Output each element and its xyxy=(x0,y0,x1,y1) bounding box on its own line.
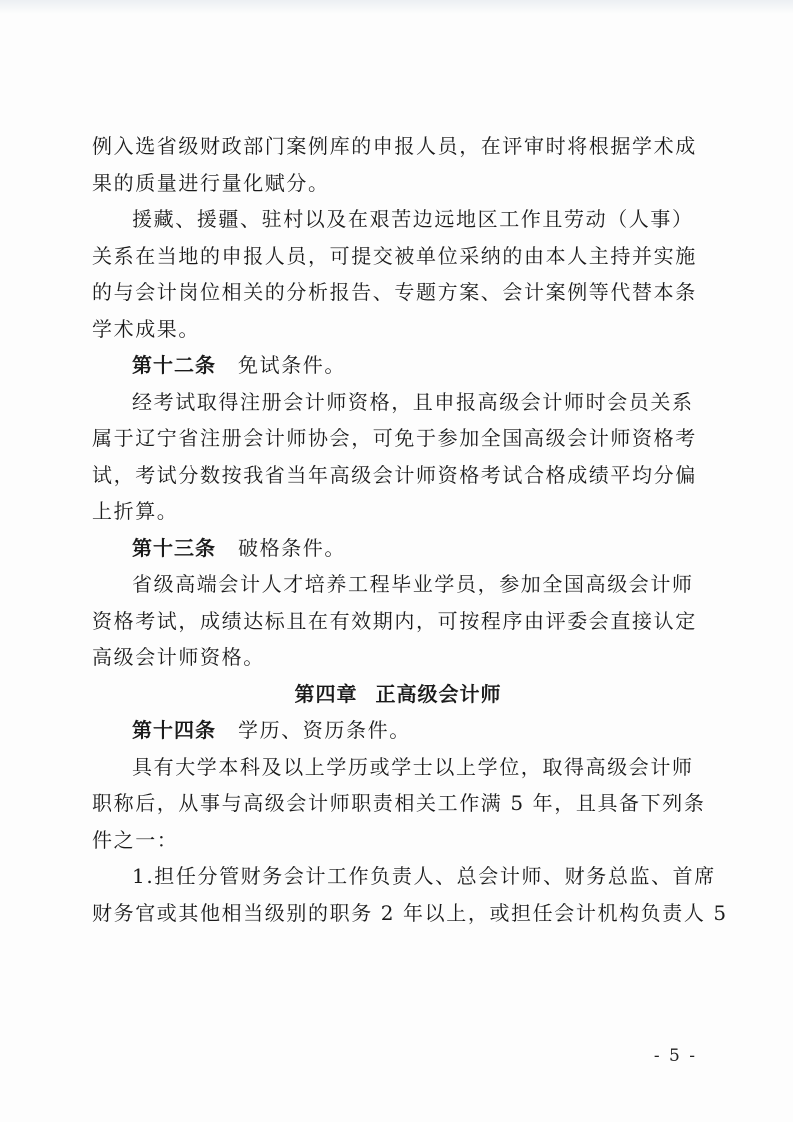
text-line xyxy=(92,201,704,238)
article-title: 学历、资历条件。 xyxy=(238,718,411,742)
text-line: 的与会计岗位相关的分析报告、专题方案、会计案例等代替本条 xyxy=(92,280,697,304)
article-title: 免试条件。 xyxy=(238,353,346,377)
article-number: 第十三条 xyxy=(132,535,216,560)
paragraph-remote-areas xyxy=(92,201,704,347)
article-13 xyxy=(92,530,704,676)
text-line xyxy=(92,384,704,421)
text-line: 关系在当地的申报人员，可提交被单位采纳的由本人主持并实施 xyxy=(92,243,697,268)
chapter-label: 第四章 xyxy=(294,681,358,706)
text-line: 上折算。 xyxy=(92,499,179,523)
text-line xyxy=(92,749,704,786)
article-heading-line xyxy=(92,712,704,749)
text-line xyxy=(92,858,716,895)
article-12 xyxy=(92,347,704,530)
text-line-content: 省级高端会计人才培养工程毕业学员，参加全国高级会计师 xyxy=(132,572,694,596)
text-line: 例入选省级财政部门案例库的申报人员，在评审时将根据学术成 xyxy=(92,134,697,158)
chapter-title: 正高级会计师 xyxy=(375,681,502,706)
text-line xyxy=(92,566,704,603)
text-line: 职称后，从事与高级会计师职责相关工作满 5 年，且具备下列条 xyxy=(92,791,706,815)
article-title: 破格条件。 xyxy=(238,535,346,560)
scan-edge xyxy=(0,0,793,14)
text-line-content: 经考试取得注册会计师资格，且申报高级会计师时会员关系 xyxy=(132,389,694,414)
text-line: 果的质量进行量化赋分。 xyxy=(92,170,330,195)
chapter-heading xyxy=(92,676,704,713)
text-line: 试，考试分数按我省当年高级会计师资格考试合格成绩平均分偏 xyxy=(92,462,697,487)
text-line: 财务官或其他相当级别的职务 2 年以上，或担任会计机构负责人 5 xyxy=(92,900,728,925)
text-line: 学术成果。 xyxy=(92,316,200,341)
paragraph-continued xyxy=(92,128,704,201)
article-number: 第十四条 xyxy=(132,718,216,742)
article-14 xyxy=(92,712,728,931)
text-line: 属于辽宁省注册会计师协会，可免于参加全国高级会计师资格考 xyxy=(92,426,697,450)
text-line-content: 具有大学本科及以上学历或学士以上学位，取得高级会计师 xyxy=(132,754,694,779)
body-text xyxy=(92,128,728,931)
page-number: - 5 - xyxy=(653,1046,697,1066)
article-heading-line xyxy=(92,347,704,384)
text-line-content: 1.担任分管财务会计工作负责人、总会计师、财务总监、首席 xyxy=(132,864,716,888)
text-line: 高级会计师资格。 xyxy=(92,645,265,669)
text-line: 资格考试，成绩达标且在有效期内，可按程序由评委会直接认定 xyxy=(92,608,697,633)
text-line: 件之一： xyxy=(92,827,179,852)
article-heading-line xyxy=(92,530,704,567)
article-number: 第十二条 xyxy=(132,353,216,377)
text-line-content: 援藏、援疆、驻村以及在艰苦边远地区工作且劳动（人事） xyxy=(132,207,694,231)
